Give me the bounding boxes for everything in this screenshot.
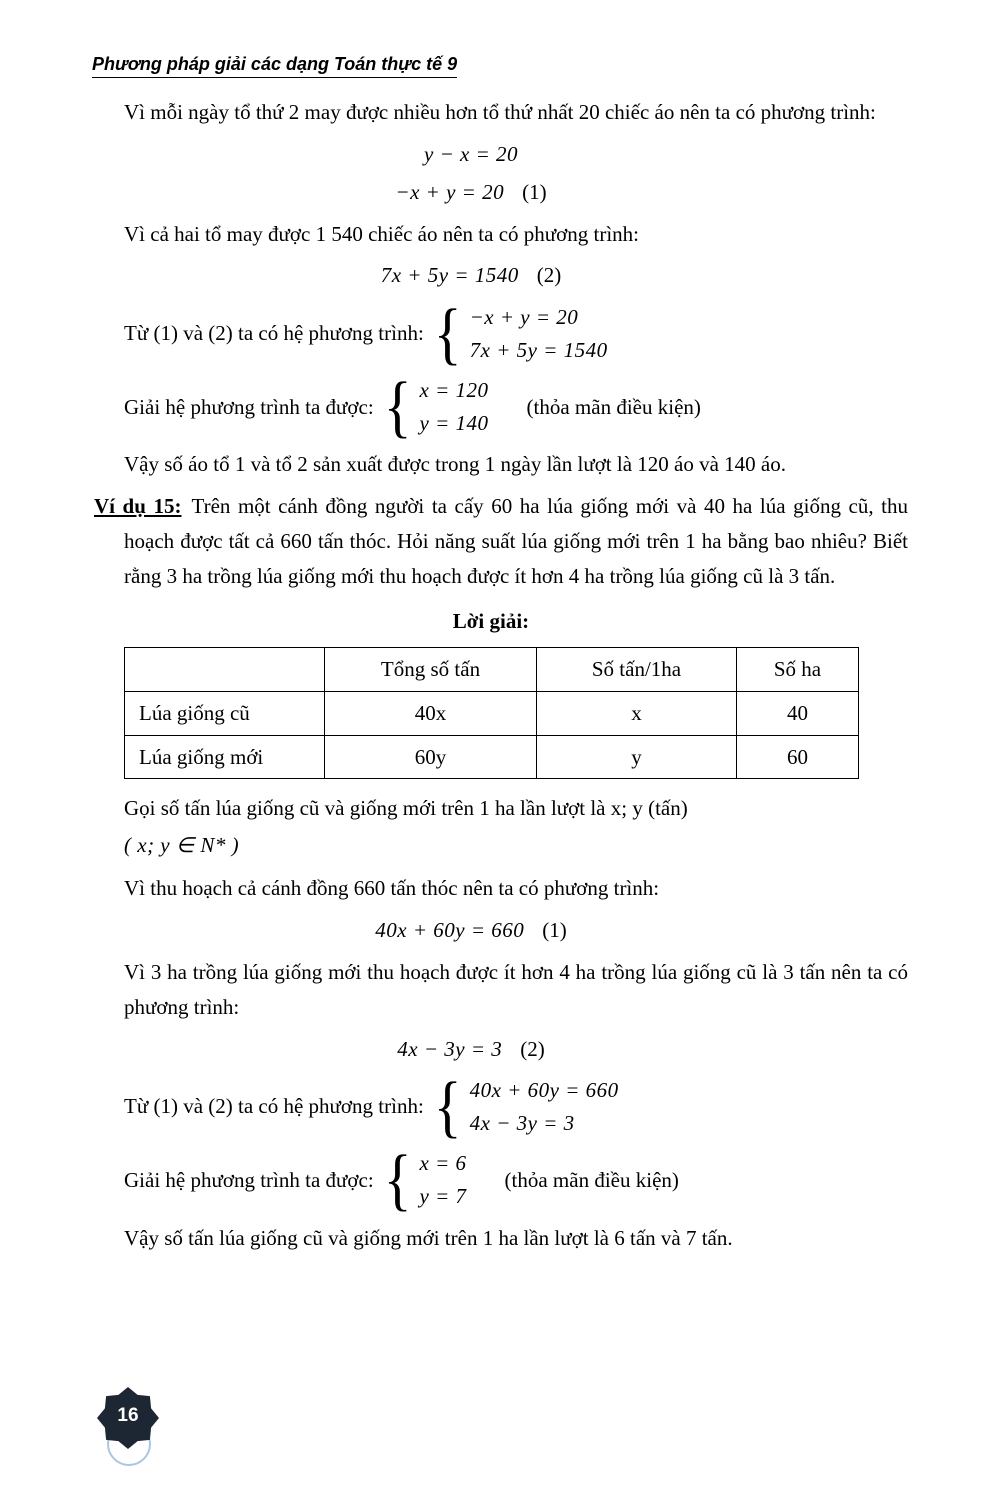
table-cell: 60 [737, 735, 859, 779]
data-table [124, 647, 859, 780]
system-row [124, 294, 908, 372]
solution-row [124, 1140, 908, 1218]
table-cell: Lúa giống mới [125, 735, 325, 779]
solution-values [420, 374, 489, 439]
table-header-row [125, 647, 859, 691]
example-paragraph [94, 489, 909, 594]
equation-label: (1) [522, 179, 547, 204]
conclusion-paragraph: Vậy số tấn lúa giống cũ và giống mới trên 1 ha lần lượt là 6 tấn và 7 tấn. [124, 1225, 733, 1250]
equation-label: (2) [536, 263, 562, 288]
solve-intro-text: Giải hệ phương trình ta được: [124, 1167, 374, 1192]
equation-row [124, 913, 818, 948]
equation-row [124, 1032, 818, 1067]
equation: −x + y = 20 [395, 179, 505, 204]
paragraph-3tan: Vì 3 ha trồng lúa giống mới thu hoạch được ít hơn 4 ha trồng lúa giống cũ là 3 tấn nên ta có phương trình: [124, 959, 908, 1019]
system-equations [470, 301, 608, 366]
table-cell: 40 [737, 691, 859, 735]
table-row [125, 691, 859, 735]
equation-label: (2) [520, 1036, 545, 1061]
table-cell: x [537, 691, 737, 735]
table-header-cell: Số tấn/1ha [537, 647, 737, 691]
system-row [124, 1067, 908, 1145]
page-number: 16 [117, 1405, 139, 1426]
paragraph-goi: Gọi số tấn lúa giống cũ và giống mới trên 1 ha lần lượt là x; y (tấn) [124, 796, 688, 821]
page-number-badge [96, 1386, 162, 1468]
page-header [0, 0, 1000, 75]
table-cell: y [537, 735, 737, 779]
table-cell: 60y [325, 735, 537, 779]
system-line-2: 4x − 3y = 3 [469, 1110, 575, 1135]
example-text: Trên một cánh đồng người ta cấy 60 ha lúa giống mới và 40 ha lúa giống cũ, thu hoạch được tất cả 660 tấn thóc. Hỏi năng suất lúa giống mới trên 1 ha bằng bao nhiêu? Biết rằng 3 ha trồng lúa giống mới thu hoạch được ít hơn 4 ha trồng lúa giống cũ là 3 tấn. [124, 494, 909, 589]
conclusion-paragraph: Vậy số áo tổ 1 và tổ 2 sản xuất được trong 1 ngày lần lượt là 120 áo và 140 áo. [124, 452, 787, 477]
solution-row [124, 367, 908, 445]
equation: 7x + 5y = 1540 [380, 263, 519, 288]
table-cell: Lúa giống cũ [125, 691, 325, 735]
system-equations [470, 1074, 619, 1139]
paragraph-total: Vì cả hai tổ may được 1 540 chiếc áo nên ta có phương trình: [124, 221, 639, 246]
paragraph-660: Vì thu hoạch cả cánh đồng 660 tấn thóc nên ta có phương trình: [124, 876, 660, 901]
equation-row [124, 258, 818, 293]
solution-heading: Lời giải: [452, 608, 530, 633]
table-cell: 40x [325, 691, 537, 735]
table-row [125, 735, 859, 779]
table-header-cell: Số ha [737, 647, 859, 691]
solution-line-2: y = 7 [419, 1184, 467, 1209]
equation: 4x − 3y = 3 [397, 1036, 503, 1061]
system-line-1: 40x + 60y = 660 [469, 1078, 619, 1103]
equation-row [124, 175, 818, 210]
equation-row [124, 137, 818, 172]
table-header-cell [125, 647, 325, 691]
system-brace: { [433, 294, 462, 372]
paragraph-intro: Vì mỗi ngày tổ thứ 2 may được nhiều hơn tổ thứ nhất 20 chiếc áo nên ta có phương trình: [124, 100, 876, 124]
system-line-1: −x + y = 20 [469, 305, 579, 330]
equation-label: (1) [542, 917, 567, 942]
system-line-2: 7x + 5y = 1540 [469, 337, 608, 362]
equation: y − x = 20 [424, 141, 518, 166]
equation: 40x + 60y = 660 [375, 917, 525, 942]
header-title: Phương pháp giải các dạng Toán thực tế 9 [92, 54, 457, 78]
solution-values [420, 1147, 467, 1212]
system-brace: { [383, 367, 412, 445]
solution-line-2: y = 140 [419, 410, 489, 435]
system-intro-text: Từ (1) và (2) ta có hệ phương trình: [124, 1094, 424, 1119]
condition-line: ( x; y ∈ N* ) [124, 833, 240, 858]
example-label: Ví dụ 15: [94, 494, 182, 519]
system-intro-text: Từ (1) và (2) ta có hệ phương trình: [124, 321, 424, 346]
solution-line-1: x = 120 [419, 378, 489, 403]
system-brace: { [433, 1067, 462, 1145]
solution-line-1: x = 6 [419, 1151, 467, 1176]
solve-intro-text: Giải hệ phương trình ta được: [124, 394, 374, 419]
system-brace: { [383, 1140, 412, 1218]
table-header-cell: Tổng số tấn [325, 647, 537, 691]
condition-note: (thỏa mãn điều kiện) [504, 1167, 679, 1192]
condition-note: (thỏa mãn điều kiện) [526, 394, 701, 419]
page-content [94, 95, 909, 1255]
